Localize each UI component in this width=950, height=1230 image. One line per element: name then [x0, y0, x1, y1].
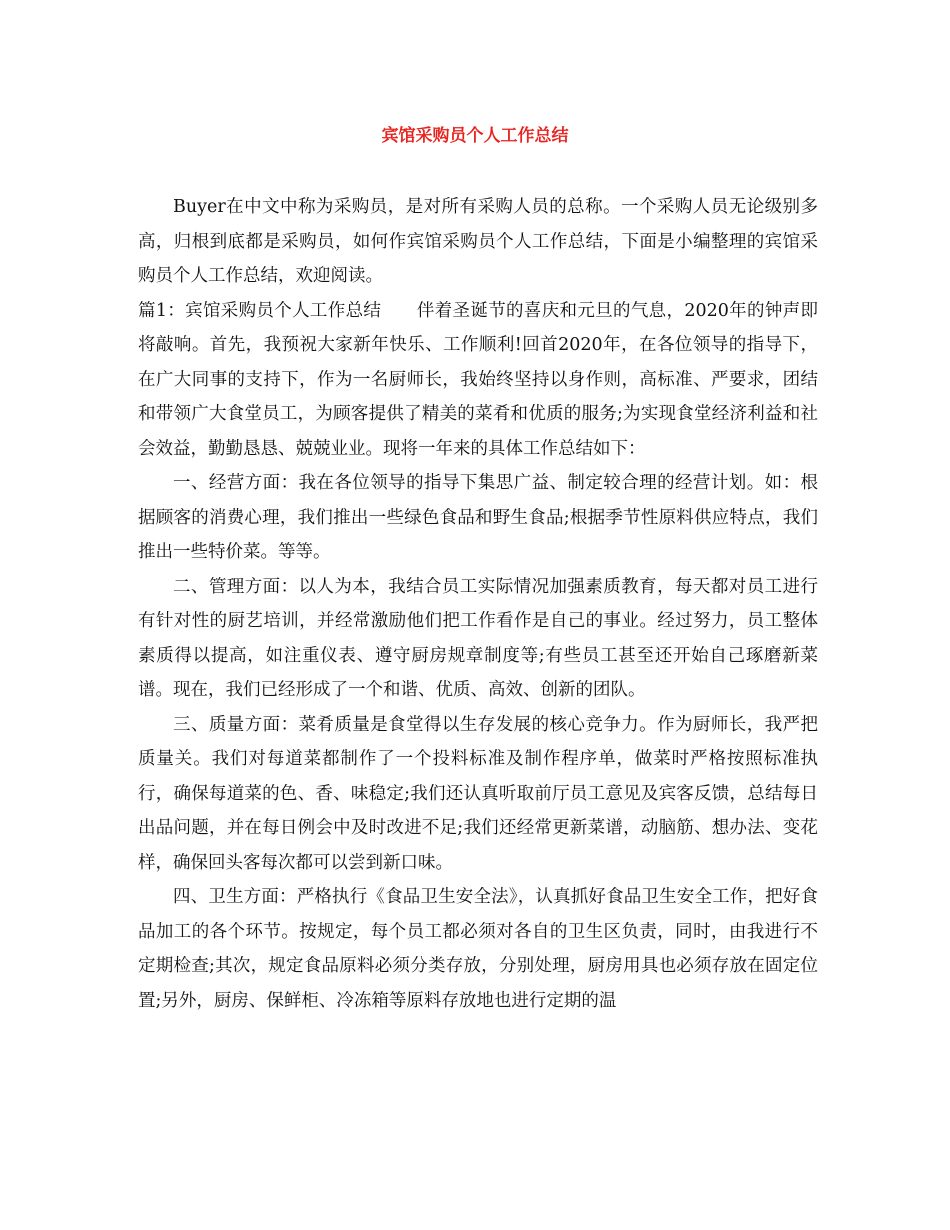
document-title: 宾馆采购员个人工作总结	[381, 126, 569, 146]
document-body	[138, 190, 818, 1018]
intro-paragraph: Buyer在中文中称为采购员，是对所有采购人员的总称。一个采购人员无论级别多高，归根到底都是采购员，如何作宾馆采购员个人工作总结，下面是小编整理的宾馆采购员个人工作总结，欢迎阅读。	[138, 197, 818, 286]
section-hygiene-paragraph: 四、卫生方面：严格执行《食品卫生安全法》，认真抓好食品卫生安全工作，把好食品加工的各个环节。按规定，每个员工都必须对各自的卫生区负责，同时，由我进行不定期检查;其次，规定食品原料必须分类存放，分别处理，厨房用具也必须存放在固定位置;另外，厨房、保鲜柜、冷冻箱等原料存放地也进行定期的温	[138, 887, 818, 1011]
section-quality-paragraph: 三、质量方面：菜肴质量是食堂得以生存发展的核心竞争力。作为厨师长，我严把质量关。我们对每道菜都制作了一个投料标准及制作程序单，做菜时严格按照标准执行，确保每道菜的色、香、味稳定;我们还认真听取前厅员工意见及宾客反馈，总结每日出品问题，并在每日例会中及时改进不足;我们还经常更新菜谱，动脑筋、想办法、变花样，确保回头客每次都可以尝到新口味。	[138, 714, 818, 873]
section-operations-paragraph: 一、经营方面：我在各位领导的指导下集思广益、制定较合理的经营计划。如：根据顾客的消费心理，我们推出一些绿色食品和野生食品;根据季节性原料供应特点，我们推出一些特价菜。等等。	[138, 473, 818, 562]
section-management-paragraph: 二、管理方面：以人为本，我结合员工实际情况加强素质教育，每天都对员工进行有针对性的厨艺培训，并经常激励他们把工作看作是自己的事业。经过努力，员工整体素质得以提高，如注重仪表、遵守厨房规章制度等;有些员工甚至还开始自己琢磨新菜谱。现在，我们已经形成了一个和谐、优质、高效、创新的团队。	[138, 576, 818, 700]
part-1-paragraph: 篇1：宾馆采购员个人工作总结 伴着圣诞节的喜庆和元旦的气息，2020年的钟声即将敲响。首先，我预祝大家新年快乐、工作顺利!回首2020年，在各位领导的指导下，在广大同事的支持下，作为一名厨师长，我始终坚持以身作则，高标准、严要求，团结和带领广大食堂员工，为顾客提供了精美的菜肴和优质的服务;为实现食堂经济利益和社会效益，勤勤恳恳、兢兢业业。现将一年来的具体工作总结如下：	[138, 300, 818, 459]
